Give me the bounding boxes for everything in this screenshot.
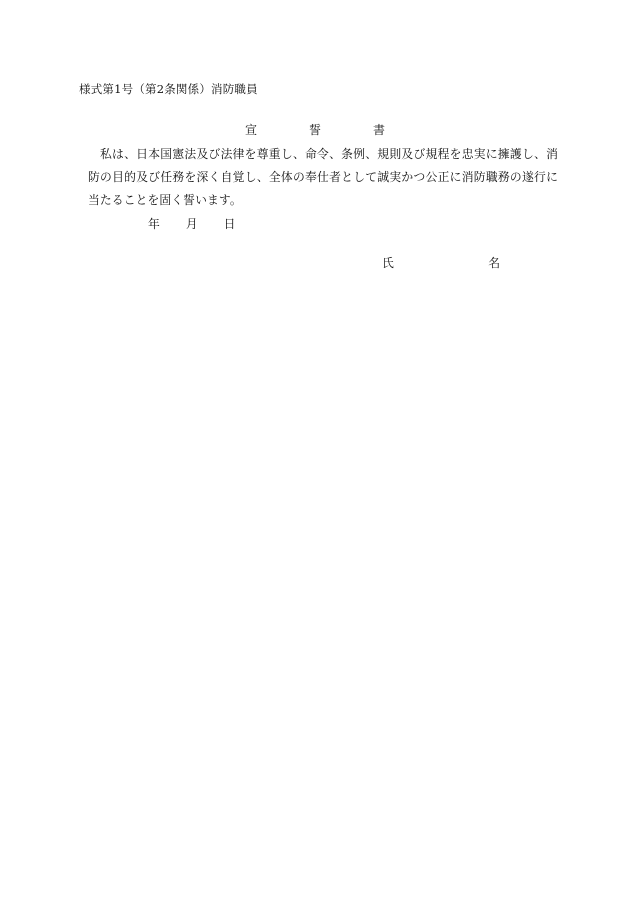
form-number-label: 様式第1号（第2条関係）消防職員 <box>79 82 258 96</box>
title-char-1: 宣 <box>245 123 258 137</box>
date-year-label: 年 <box>148 217 160 231</box>
date-month-label: 月 <box>185 217 198 231</box>
signature-name-line <box>382 254 500 271</box>
oath-body-text: 私は、日本国憲法及び法律を尊重し、命令、条例、規則及び規程を忠実に擁護し、消防の目的及び任務を深く自覚し、全体の奉仕者として誠実かつ公正に消防職務の遂行に当たることを固く誓います。 <box>88 147 558 207</box>
title-char-3: 書 <box>372 123 385 137</box>
title-char-2: 誓 <box>308 123 321 137</box>
document-title <box>245 121 385 138</box>
date-day-label: 日 <box>223 217 236 231</box>
date-line <box>148 215 235 232</box>
name-label-second: 名 <box>488 256 500 270</box>
name-label-first: 氏 <box>382 256 394 270</box>
